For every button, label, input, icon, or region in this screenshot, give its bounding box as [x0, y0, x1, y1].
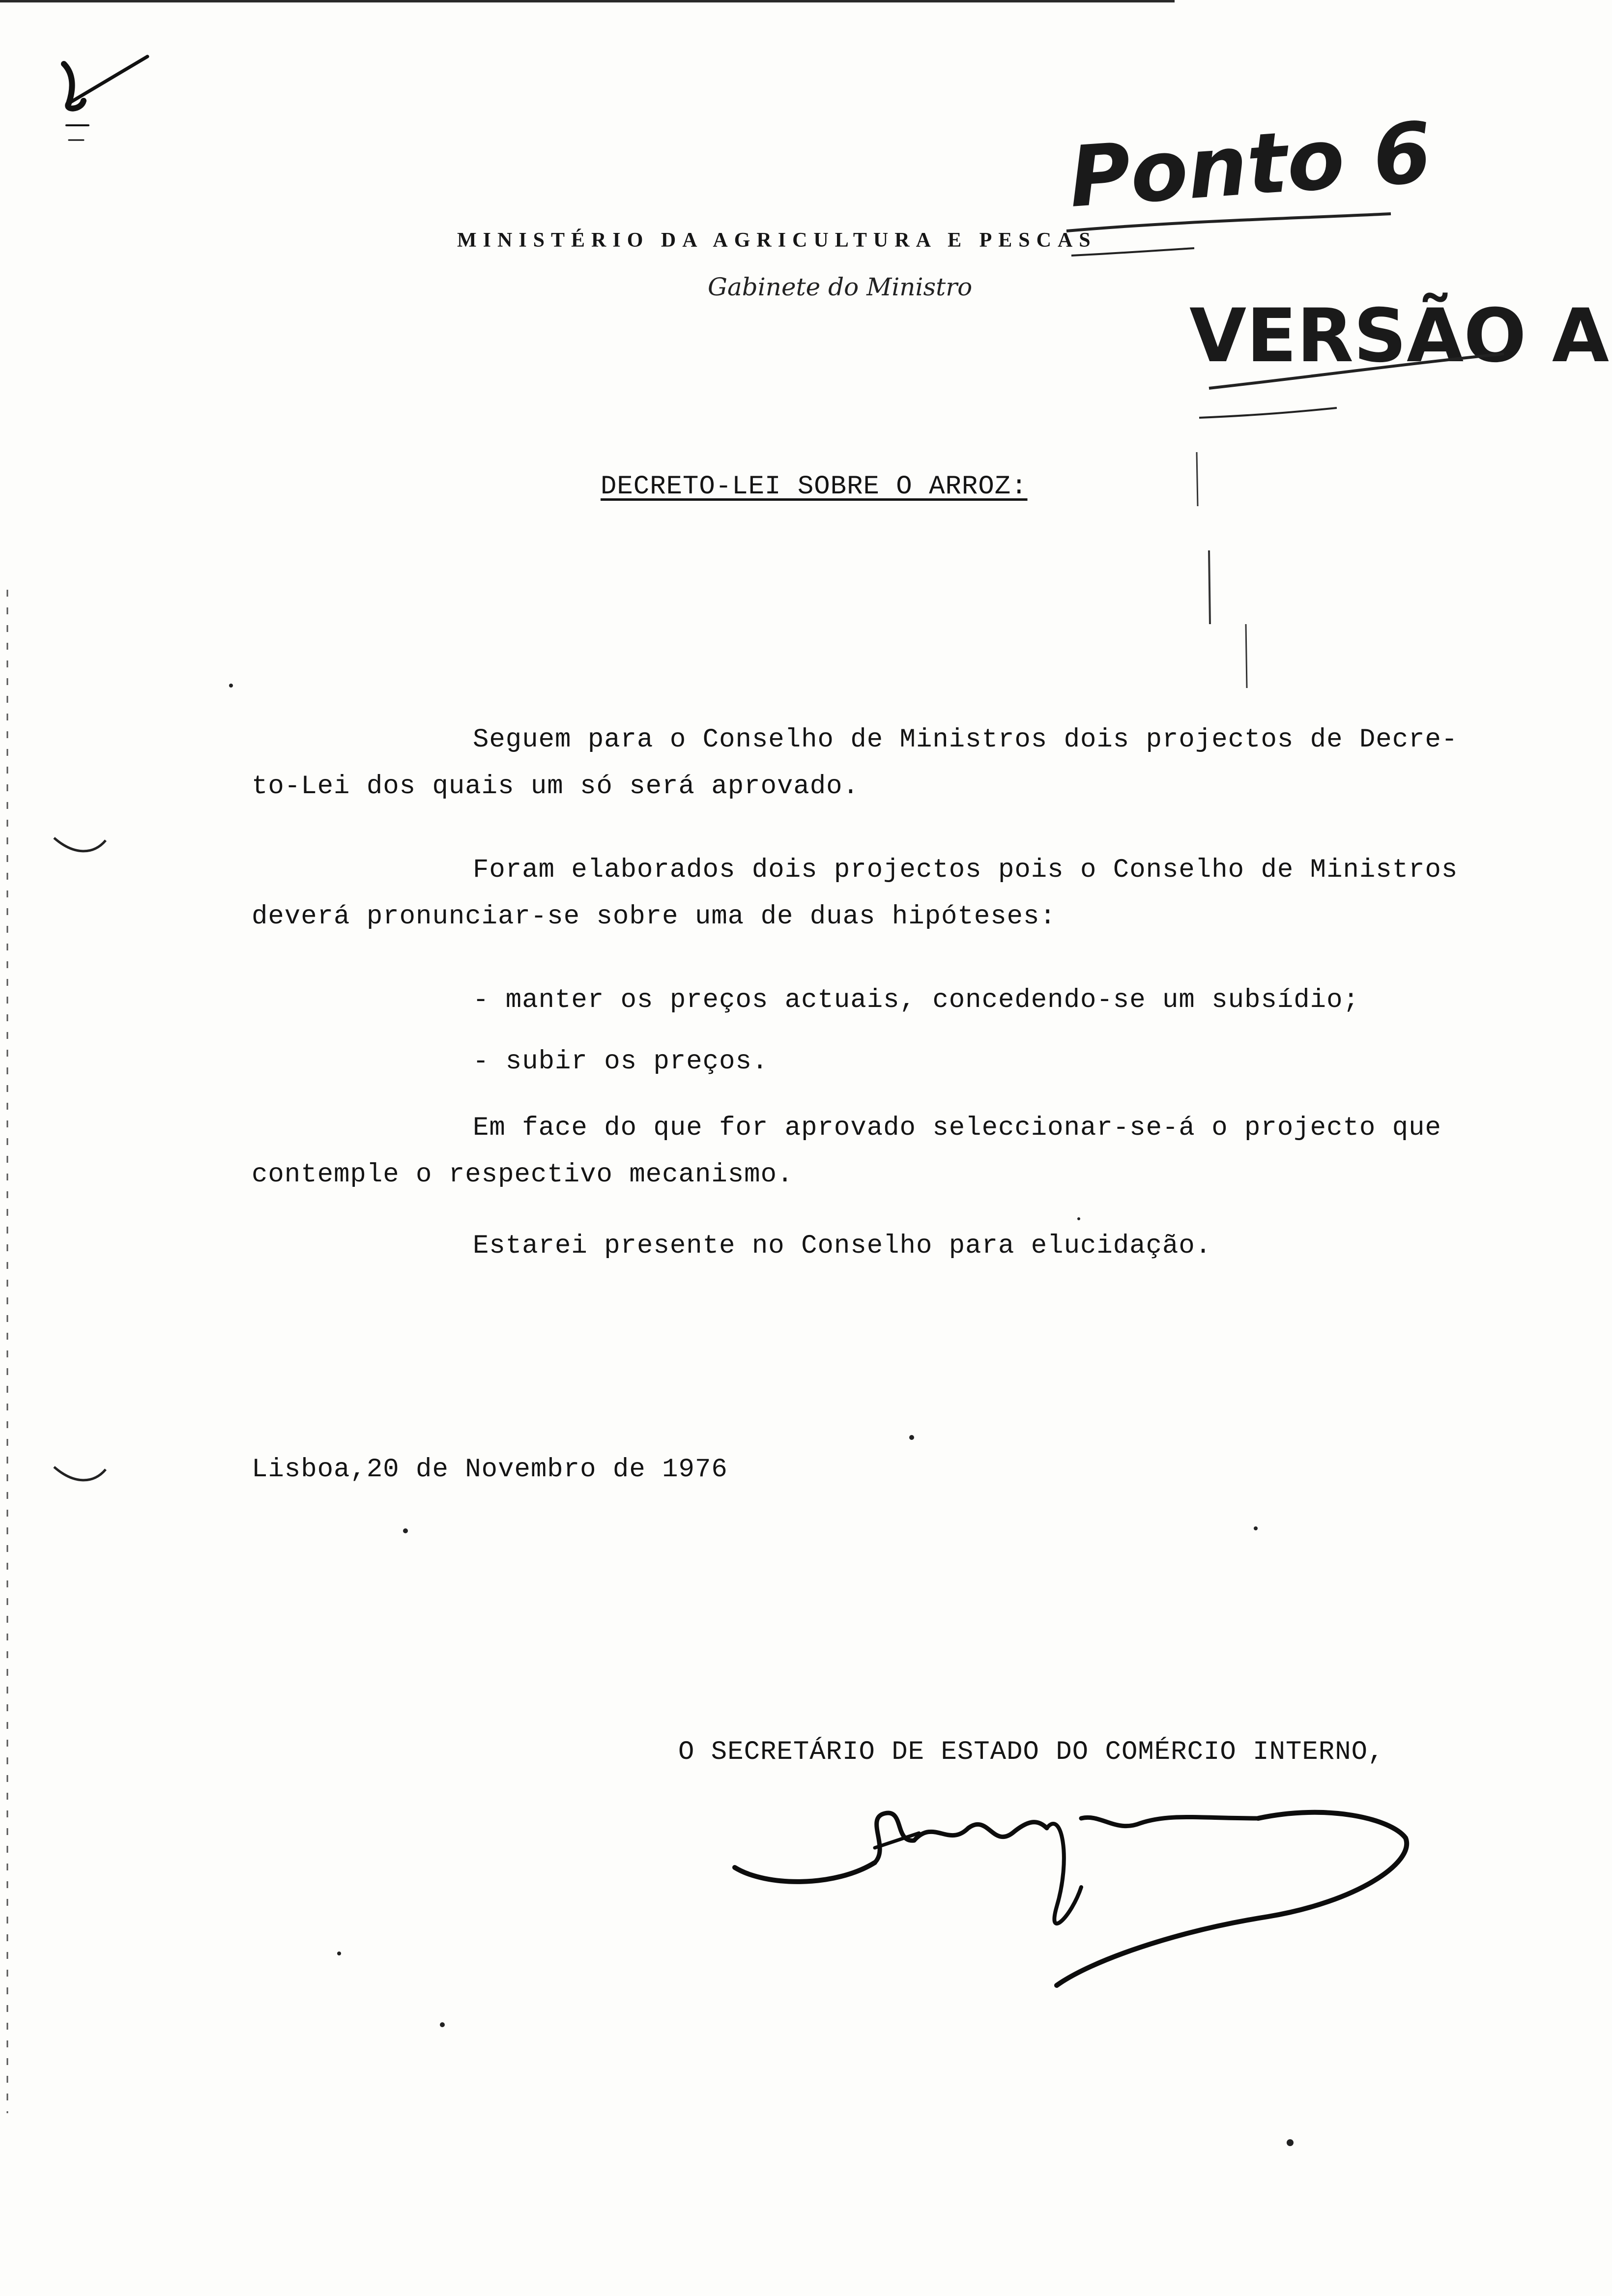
paragraph-3-line-1: Em face do que for aprovado seleccionar-se-á o projecto que: [473, 1113, 1441, 1143]
signatory-title: O SECRETÁRIO DE ESTADO DO COMÉRCIO INTERNO,: [678, 1737, 1384, 1767]
date-line: Lisboa,20 de Novembro de 1976: [252, 1455, 728, 1485]
version-annotation-text: VERSÃO A: [1189, 293, 1610, 379]
option-keep-prices: - manter os preços actuais, concedendo-se um subsídio;: [473, 985, 1359, 1015]
signature: [735, 1812, 1407, 1985]
point-annotation: [1066, 104, 1435, 256]
version-annotation: [1189, 292, 1609, 418]
paragraph-1-line-2: to-Lei dos quais um só será aprovado.: [252, 772, 859, 802]
ministry-header: MINISTÉRIO DA AGRICULTURA E PESCAS: [457, 229, 1097, 252]
top-rule: [0, 0, 1175, 2]
paragraph-4: Estarei presente no Conselho para elucidação.: [473, 1231, 1212, 1261]
paragraph-1-line-1: Seguem para o Conselho de Ministros dois projectos de Decre-: [473, 725, 1458, 755]
punch-hole-mark-upper: [54, 838, 106, 851]
paragraph-3-line-2: contemple o respectivo mecanismo.: [252, 1160, 794, 1190]
vertical-pen-marks: [1197, 452, 1247, 688]
option-raise-prices: - subir os preços.: [473, 1047, 769, 1077]
paragraph-2-line-2: deverá pronunciar-se sobre uma de duas hipóteses:: [252, 902, 1056, 932]
paragraph-2-line-1: Foram elaborados dois projectos pois o Conselho de Ministros: [473, 855, 1458, 885]
corner-check-mark: [64, 57, 147, 140]
punch-hole-mark-lower: [54, 1467, 106, 1480]
cabinet-subtitle: Gabinete do Ministro: [708, 273, 973, 301]
point-annotation-text: Ponto 6: [1066, 104, 1435, 227]
document-title: DECRETO-LEI SOBRE O ARROZ:: [601, 472, 1028, 502]
